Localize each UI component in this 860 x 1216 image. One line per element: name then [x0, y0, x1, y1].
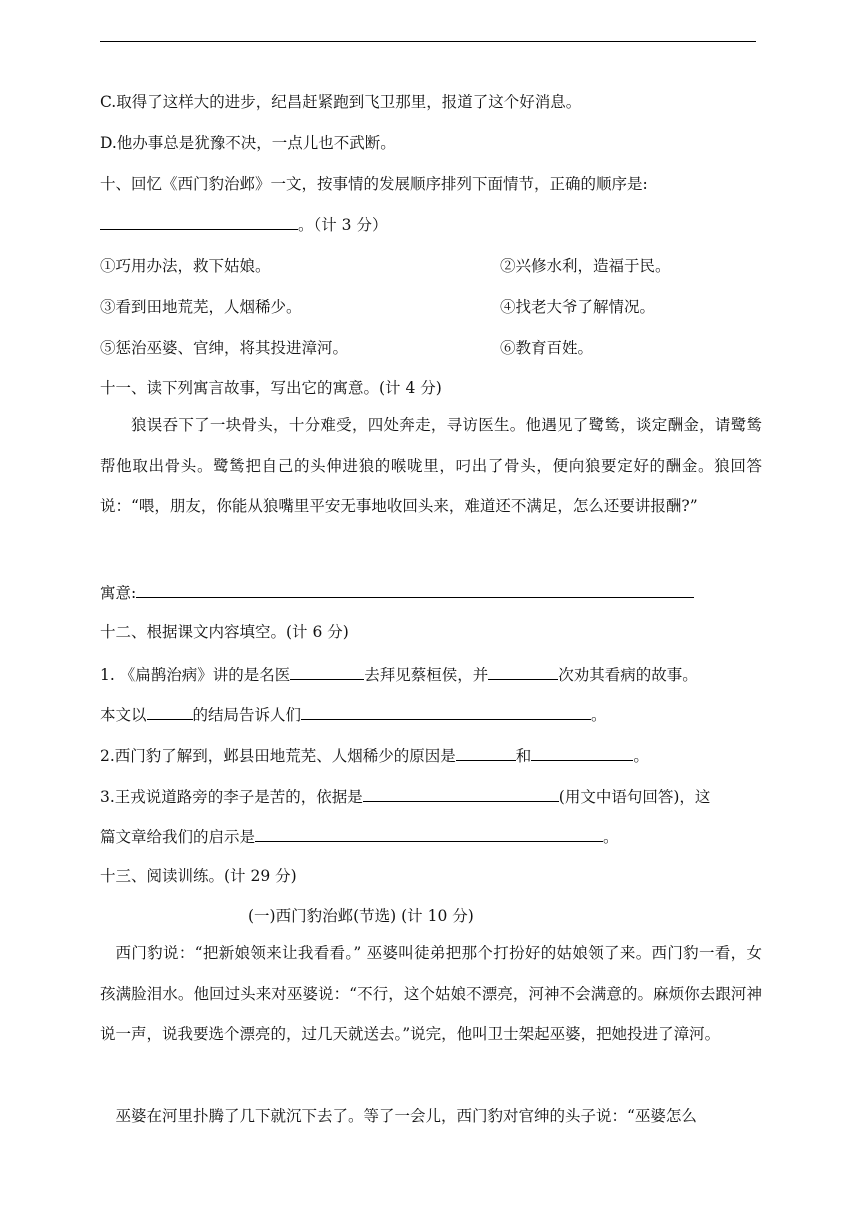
q10-item-2: ②兴修水利，造福于民。 [500, 257, 671, 275]
q10-answer-blank[interactable] [100, 214, 298, 230]
q12-s3-blank-2[interactable] [255, 826, 603, 842]
q11-moral-label: 寓意: [100, 584, 137, 602]
q12-s1-line1 [100, 664, 698, 685]
q10-row-3 [100, 338, 594, 358]
q10-item-6: ⑥教育百姓。 [500, 339, 594, 357]
q12-s1-blank-3[interactable] [147, 704, 193, 720]
q10-title: 十、回忆《西门豹治邺》一文，按事情的发展顺序排列下面情节，正确的顺序是: [100, 175, 648, 193]
q11-moral-blank[interactable] [136, 582, 694, 598]
q12-s3-text-d: 。 [603, 828, 619, 846]
q12-s2-text-b: 和 [515, 747, 532, 765]
q13-title: 十三、阅读训练。(计 29 分) [100, 867, 297, 885]
q12-s2-line [100, 745, 649, 766]
q12-s1-text-d: 本文以 [100, 706, 147, 724]
q12-s1-text-f: 。 [591, 706, 607, 724]
q10-answer-line [100, 214, 387, 235]
q9-option-d: D.他办事总是犹豫不决，一点儿也不武断。 [100, 134, 396, 152]
q12-s2-text-a: 2.西门豹了解到，邺县田地荒芜、人烟稀少的原因是 [100, 747, 456, 765]
q10-item-5: ⑤惩治巫婆、官绅，将其投进漳河。 [100, 339, 349, 357]
q12-s1-blank-1[interactable] [290, 664, 364, 680]
q11-fable: 狼误吞下了一块骨头，十分难受，四处奔走，寻访医生。他遇见了鹭鸶，谈定酬金，请鹭鸶帮他取出骨头。鹭鸶把自己的头伸进狼的喉咙里，叼出了骨头，便向狼要定好的酬金。狼回答说：“喂，朋友，你能从狼嘴里平安无事地收回头来，难道还不满足，怎么还要讲报酬?” [100, 416, 762, 515]
q12-s3-text-c: 篇文章给我们的启示是 [100, 828, 256, 846]
q12-s3-text-b: (用文中语句回答)，这 [558, 788, 711, 806]
q11-title: 十一、读下列寓言故事，写出它的寓意。(计 4 分) [100, 379, 442, 397]
q13-subtitle: (一)西门豹治邺(节选) (计 10 分) [248, 907, 474, 925]
q12-s2-blank-2[interactable] [531, 745, 633, 761]
q12-s1-blank-2[interactable] [488, 664, 558, 680]
q12-s1-text-b: 去拜见蔡桓侯，并 [364, 666, 489, 684]
q13-paragraph-1: 西门豹说：“把新娘领来让我看看。” 巫婆叫徒弟把那个打扮好的姑娘领了来。西门豹一看，女孩满脸泪水。他回过头来对巫婆说：“不行，这个姑娘不漂亮，河神不会满意的。麻烦你去跟河神说一声，说我要选个漂亮的，过几天就送去。”说完，他叫卫士架起巫婆，把她投进了漳河。 [100, 944, 762, 1043]
q10-item-3: ③看到田地荒芜，人烟稀少。 [100, 298, 302, 316]
q12-s1-text-c: 次劝其看病的故事。 [558, 666, 698, 684]
q12-s1-line2 [100, 704, 607, 725]
q11-moral-line [100, 582, 694, 603]
q10-row-1 [100, 256, 671, 276]
q12-s3-blank-1[interactable] [363, 786, 559, 802]
q10-item-1: ①巧用办法，救下姑娘。 [100, 257, 271, 275]
q12-s1-blank-4[interactable] [301, 704, 591, 720]
q10-item-4: ④找老大爷了解情况。 [500, 298, 656, 316]
q12-s1-text-e: 的结局告诉人们 [192, 706, 302, 724]
q12-s2-blank-1[interactable] [456, 745, 516, 761]
q12-s1-text-a: 1. 《扁鹊治病》讲的是名医 [100, 666, 291, 684]
q12-s3-text-a: 3.王戎说道路旁的李子是苦的，依据是 [100, 788, 363, 806]
q13-paragraph-2: 巫婆在河里扑腾了几下就沉下去了。等了一会儿，西门豹对官绅的头子说：“巫婆怎么 [115, 1107, 697, 1125]
q12-s3-line2 [100, 826, 619, 847]
q12-s2-text-c: 。 [633, 747, 649, 765]
q12-s3-line1 [100, 786, 710, 807]
q9-option-c: C.取得了这样大的进步，纪昌赶紧跑到飞卫那里，报道了这个好消息。 [100, 93, 582, 111]
q10-row-2 [100, 297, 656, 317]
q12-title: 十二、根据课文内容填空。(计 6 分) [100, 623, 349, 641]
q10-score: 。（计 3 分） [298, 216, 388, 234]
header-rule [100, 41, 756, 42]
